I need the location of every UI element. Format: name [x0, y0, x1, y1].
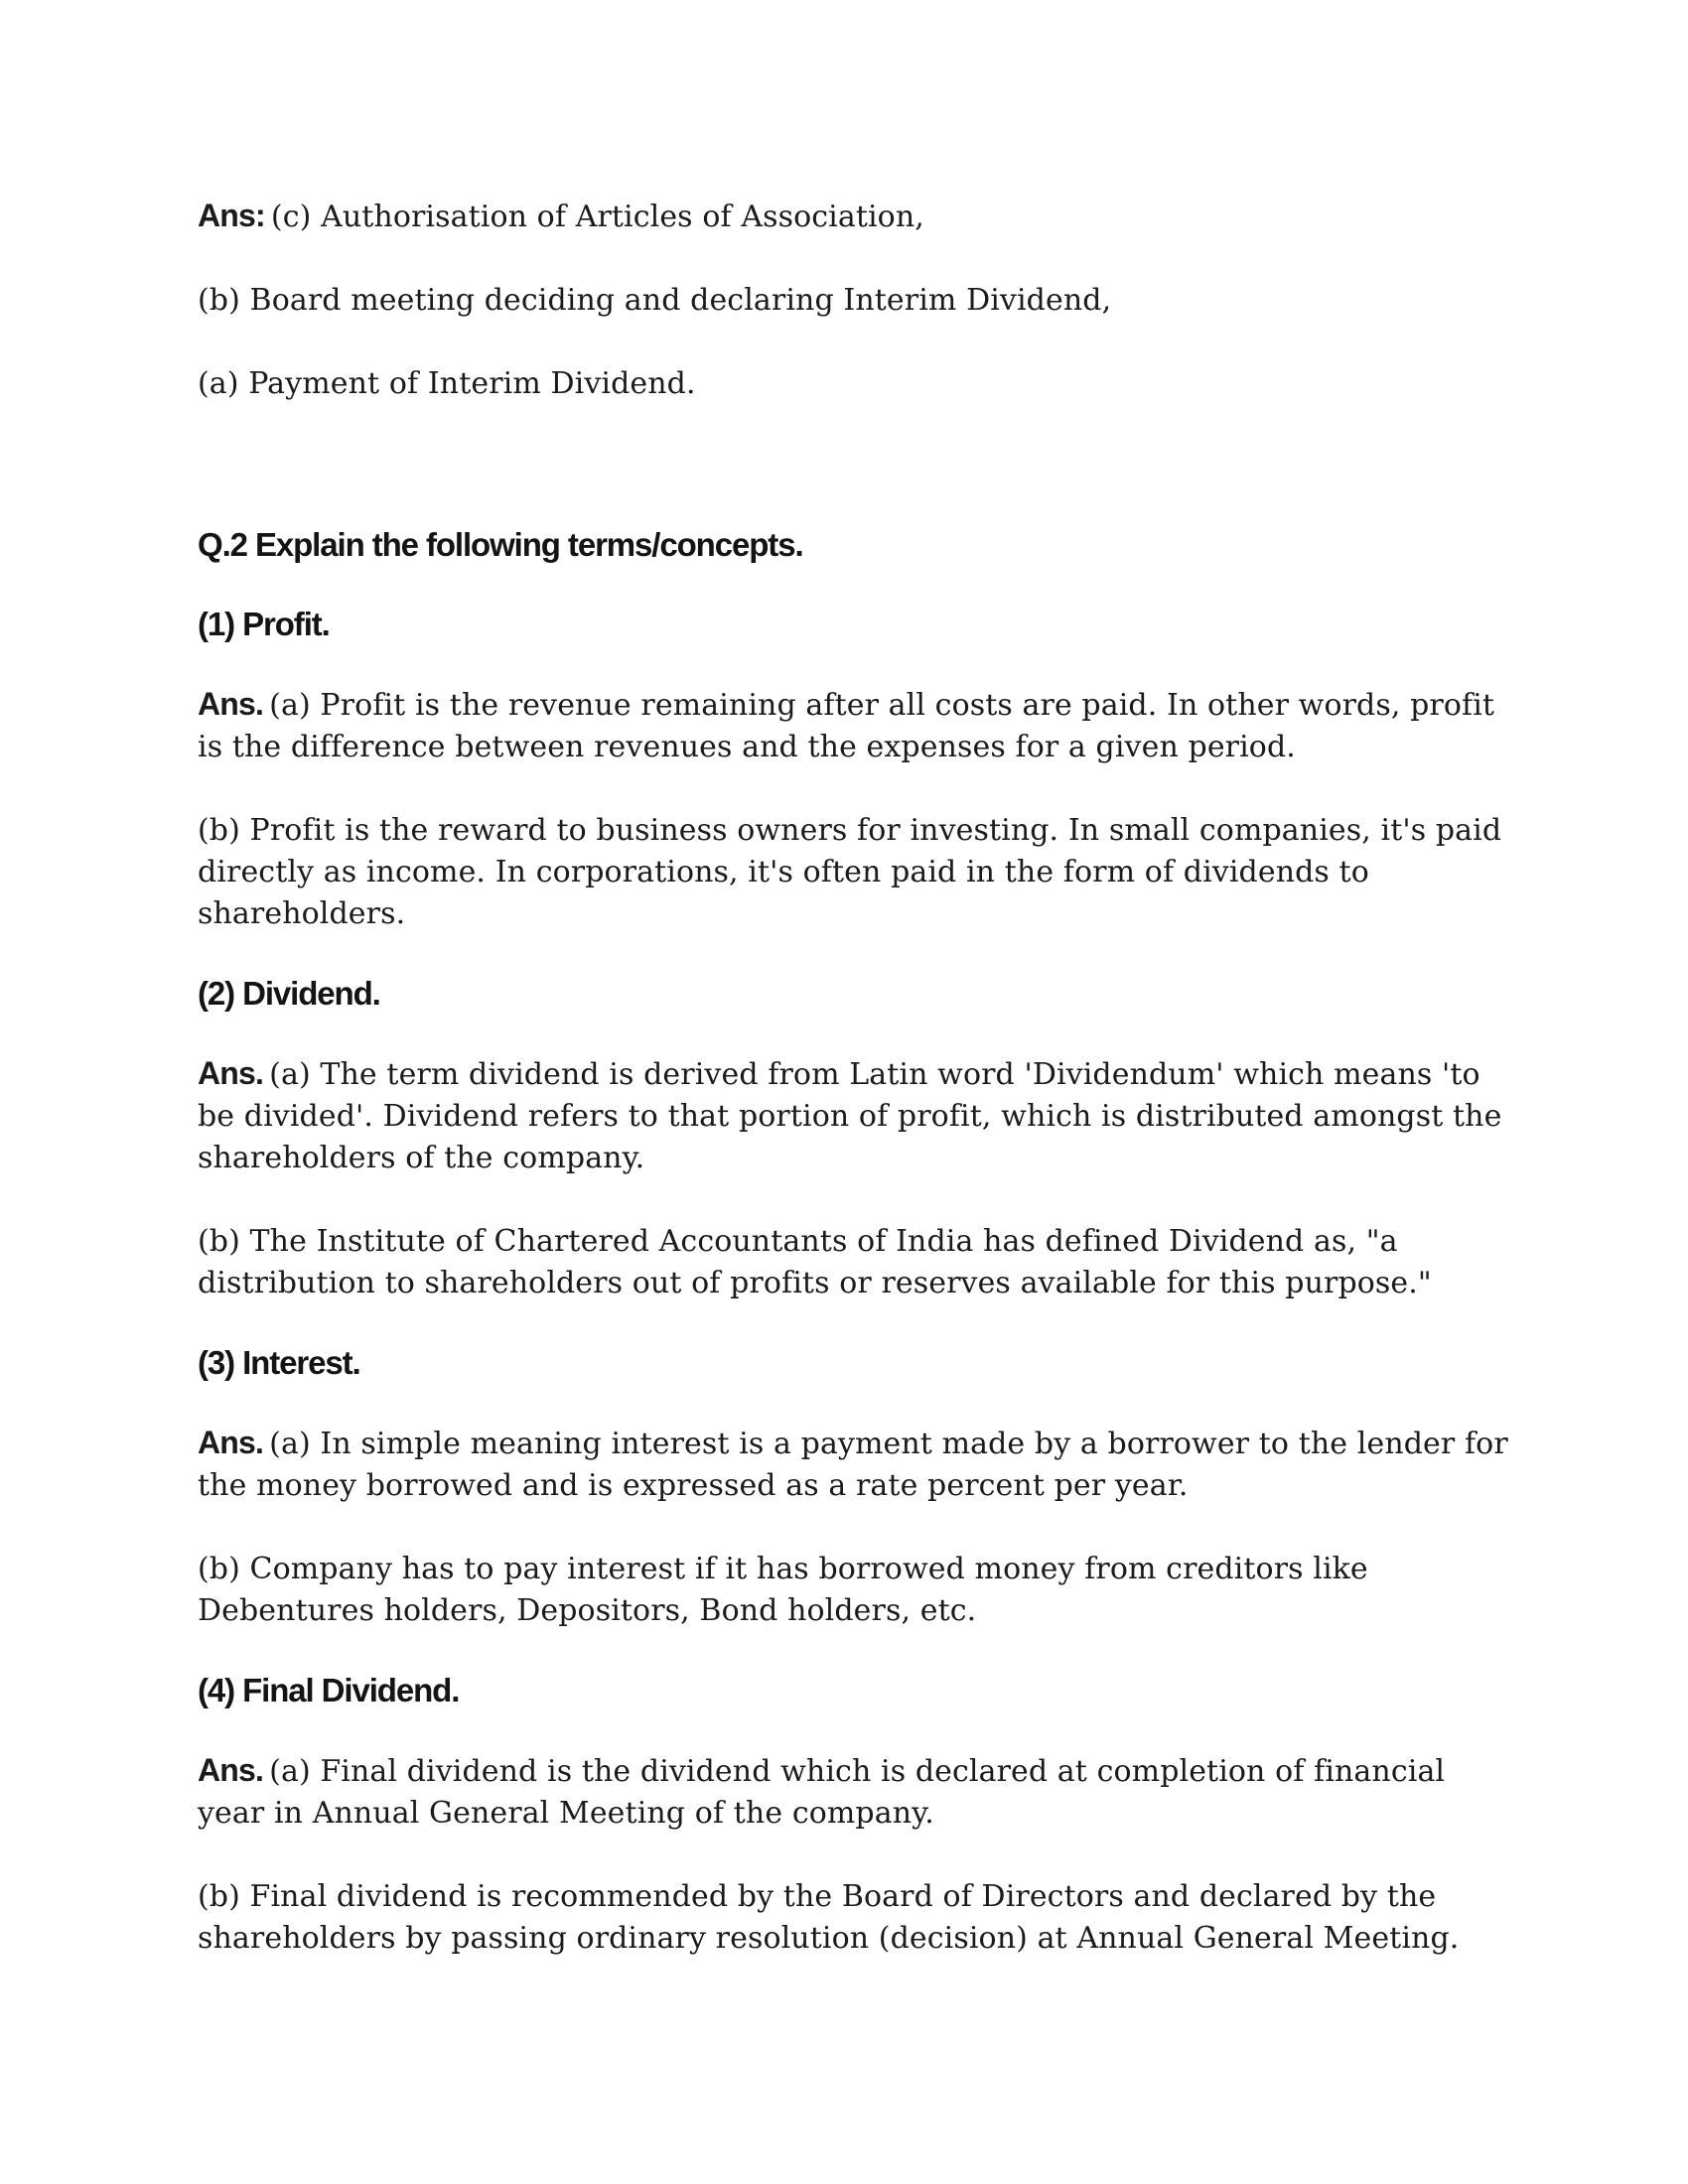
intro-answer-line-2: (b) Board meeting deciding and declaring Interim Dividend, — [198, 283, 1112, 318]
answer-text: (a) Profit is the revenue remaining after all costs are paid. In other words, profit is the difference between revenues and the expenses for a given period. — [198, 688, 1495, 764]
intro-line-text: (c) Authorisation of Articles of Association, — [270, 200, 924, 234]
page-content — [198, 195, 1508, 1960]
section-heading-dividend: (2) Dividend. — [198, 975, 380, 1012]
section-heading-final-dividend: (4) Final Dividend. — [198, 1672, 460, 1708]
answer-text: (a) Final dividend is the dividend which is declared at completion of financial year in Annual General Meeting of the company. — [198, 1754, 1446, 1831]
answer-label: Ans. — [198, 1055, 264, 1091]
profit-answer-b: (b) Profit is the reward to business owners for investing. In small companies, it's paid directly as income. In corporations, it's often paid in the form of dividends to shareholders. — [198, 813, 1502, 931]
section-heading-profit: (1) Profit. — [198, 606, 330, 642]
answer-label: Ans: — [198, 198, 265, 233]
final-dividend-answer-b: (b) Final dividend is recommended by the Board of Directors and declared by the shareholders by passing ordinary resolution (decision) at Annual General Meeting. — [198, 1879, 1460, 1956]
final-dividend-answer-a — [198, 1749, 1508, 1835]
profit-answer-a — [198, 683, 1508, 768]
answer-label: Ans. — [198, 1425, 264, 1460]
answer-label: Ans. — [198, 1752, 264, 1788]
intro-answer-line-3: (a) Payment of Interim Dividend. — [198, 366, 696, 401]
answer-text: (a) The term dividend is derived from Latin word 'Dividendum' which means 'to be divided'. Dividend refers to that portion of profit, which is distributed amongst the shareholders of the company. — [198, 1057, 1502, 1175]
interest-answer-a — [198, 1422, 1508, 1507]
intro-answer-line-1 — [198, 195, 1508, 238]
interest-answer-b: (b) Company has to pay interest if it has borrowed money from creditors like Debentures holders, Depositors, Bond holders, etc. — [198, 1552, 1368, 1628]
question-title: Q.2 Explain the following terms/concepts. — [198, 526, 803, 563]
dividend-answer-a — [198, 1052, 1508, 1179]
dividend-answer-b: (b) The Institute of Chartered Accountants of India has defined Dividend as, "a distribution to shareholders out of profits or reserves available for this purpose." — [198, 1224, 1432, 1300]
section-heading-interest: (3) Interest. — [198, 1344, 360, 1381]
answer-text: (a) In simple meaning interest is a payment made by a borrower to the lender for the money borrowed and is expressed as a rate percent per year. — [198, 1427, 1508, 1503]
answer-label: Ans. — [198, 686, 264, 722]
